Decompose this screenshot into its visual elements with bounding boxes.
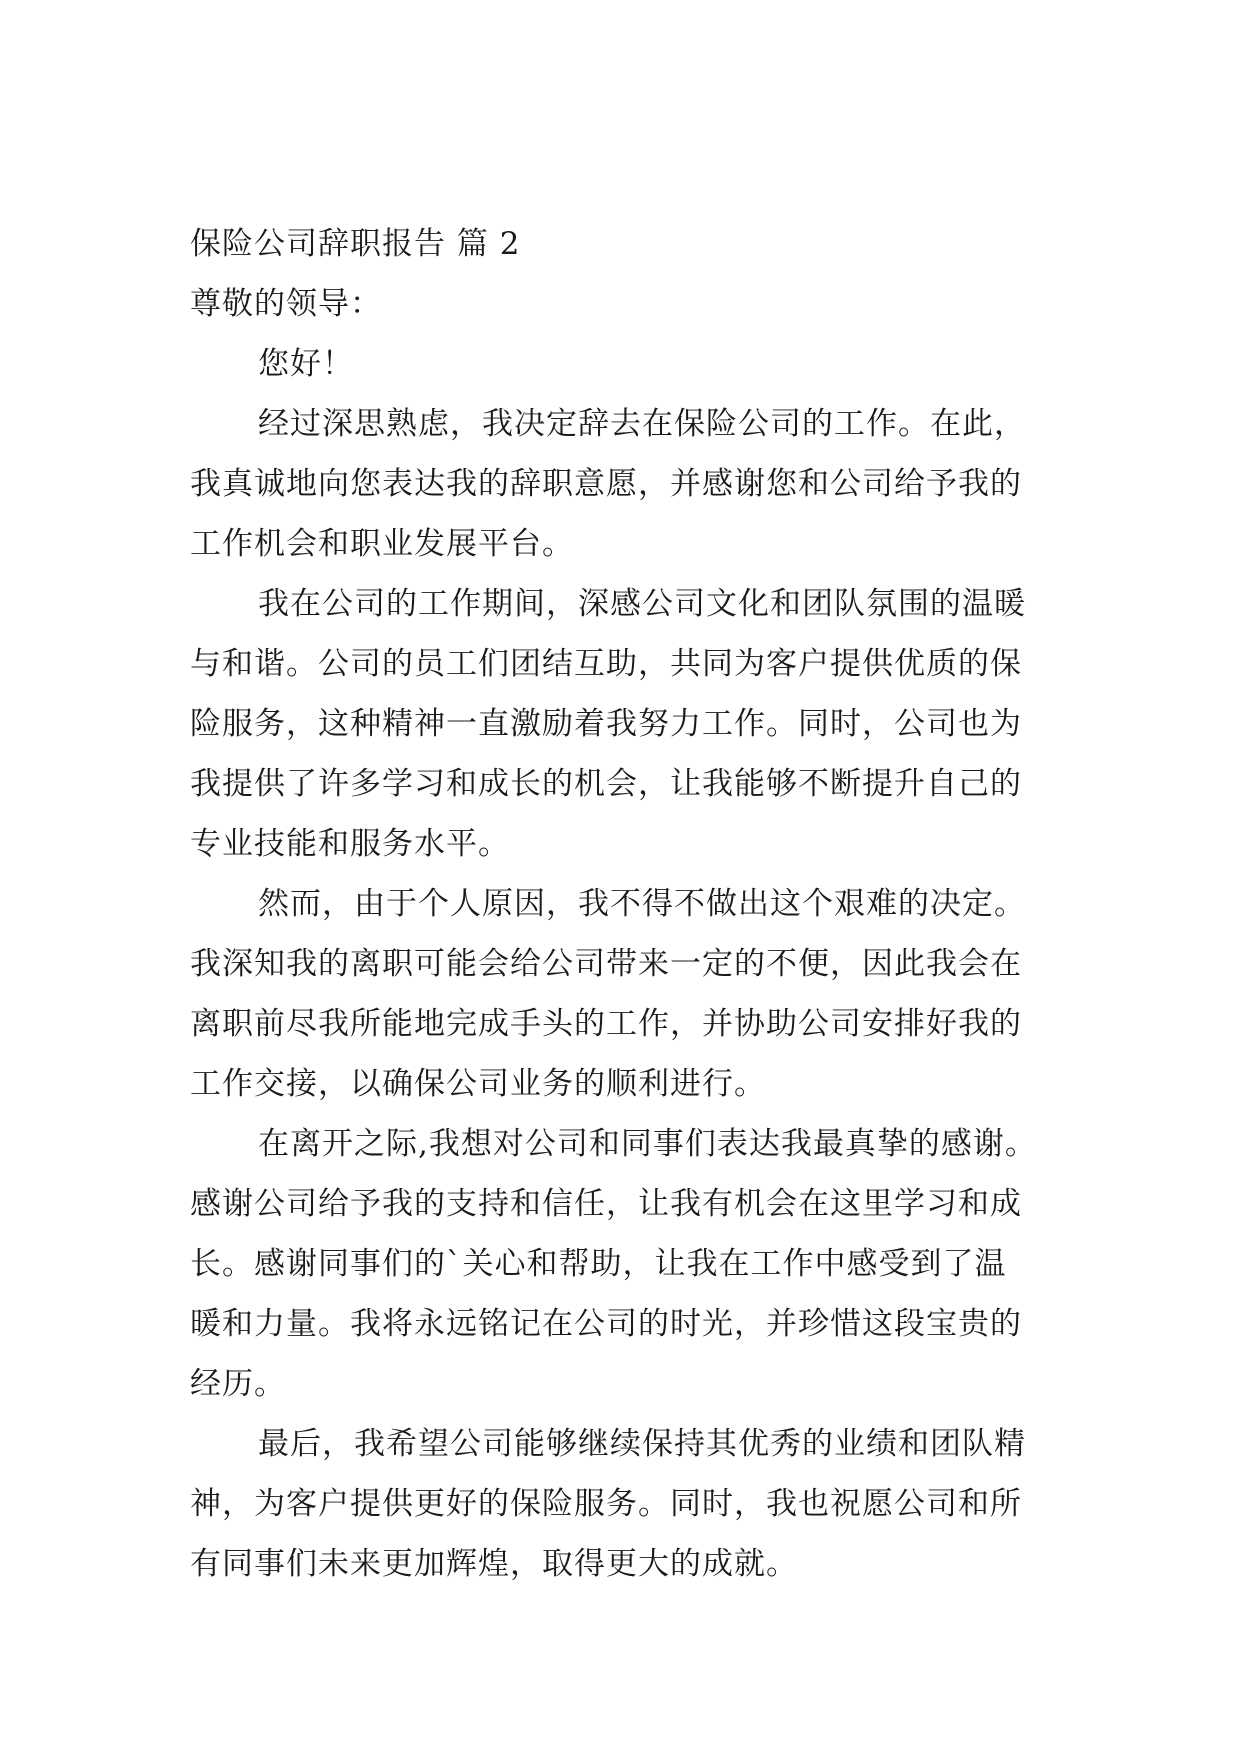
paragraph-line: 有同事们未来更加辉煌，取得更大的成就。: [190, 1546, 798, 1582]
paragraph-line: 工作交接，以确保公司业务的顺利进行。: [190, 1066, 766, 1102]
greeting: 您好！: [258, 346, 354, 382]
paragraph-line: 经历。: [190, 1366, 286, 1402]
paragraph-line: 工作机会和职业发展平台。: [190, 526, 574, 562]
paragraph-line: 离职前尽我所能地完成手头的工作，并协助公司安排好我的: [190, 1006, 1022, 1042]
paragraph-line: 经过深思熟虑，我决定辞去在保险公司的工作。在此，: [258, 406, 1026, 442]
paragraph-line: 在离开之际,我想对公司和同事们表达我最真挚的感谢。: [258, 1126, 1037, 1162]
paragraph-line: 最后，我希望公司能够继续保持其优秀的业绩和团队精: [258, 1426, 1026, 1462]
paragraph-line: 专业技能和服务水平。: [190, 826, 510, 862]
paragraph-line: 我深知我的离职可能会给公司带来一定的不便，因此我会在: [190, 946, 1022, 982]
paragraph-line: 与和谐。公司的员工们团结互助，共同为客户提供优质的保: [190, 646, 1022, 682]
document-title: 保险公司辞职报告 篇 2: [190, 226, 521, 262]
paragraph-line: 我真诚地向您表达我的辞职意愿，并感谢您和公司给予我的: [190, 466, 1022, 502]
paragraph-line: 感谢公司给予我的支持和信任，让我有机会在这里学习和成: [190, 1186, 1022, 1222]
paragraph-line: 长。感谢同事们的`关心和帮助，让我在工作中感受到了温: [190, 1246, 1007, 1282]
paragraph-line: 暖和力量。我将永远铭记在公司的时光，并珍惜这段宝贵的: [190, 1306, 1022, 1342]
paragraph-line: 然而，由于个人原因，我不得不做出这个艰难的决定。: [258, 886, 1026, 922]
paragraph-line: 神，为客户提供更好的保险服务。同时，我也祝愿公司和所: [190, 1486, 1022, 1522]
salutation: 尊敬的领导：: [190, 286, 382, 322]
paragraph-line: 险服务，这种精神一直激励着我努力工作。同时，公司也为: [190, 706, 1022, 742]
paragraph-line: 我提供了许多学习和成长的机会，让我能够不断提升自己的: [190, 766, 1022, 802]
paragraph-line: 我在公司的工作期间，深感公司文化和团队氛围的温暖: [258, 586, 1026, 622]
